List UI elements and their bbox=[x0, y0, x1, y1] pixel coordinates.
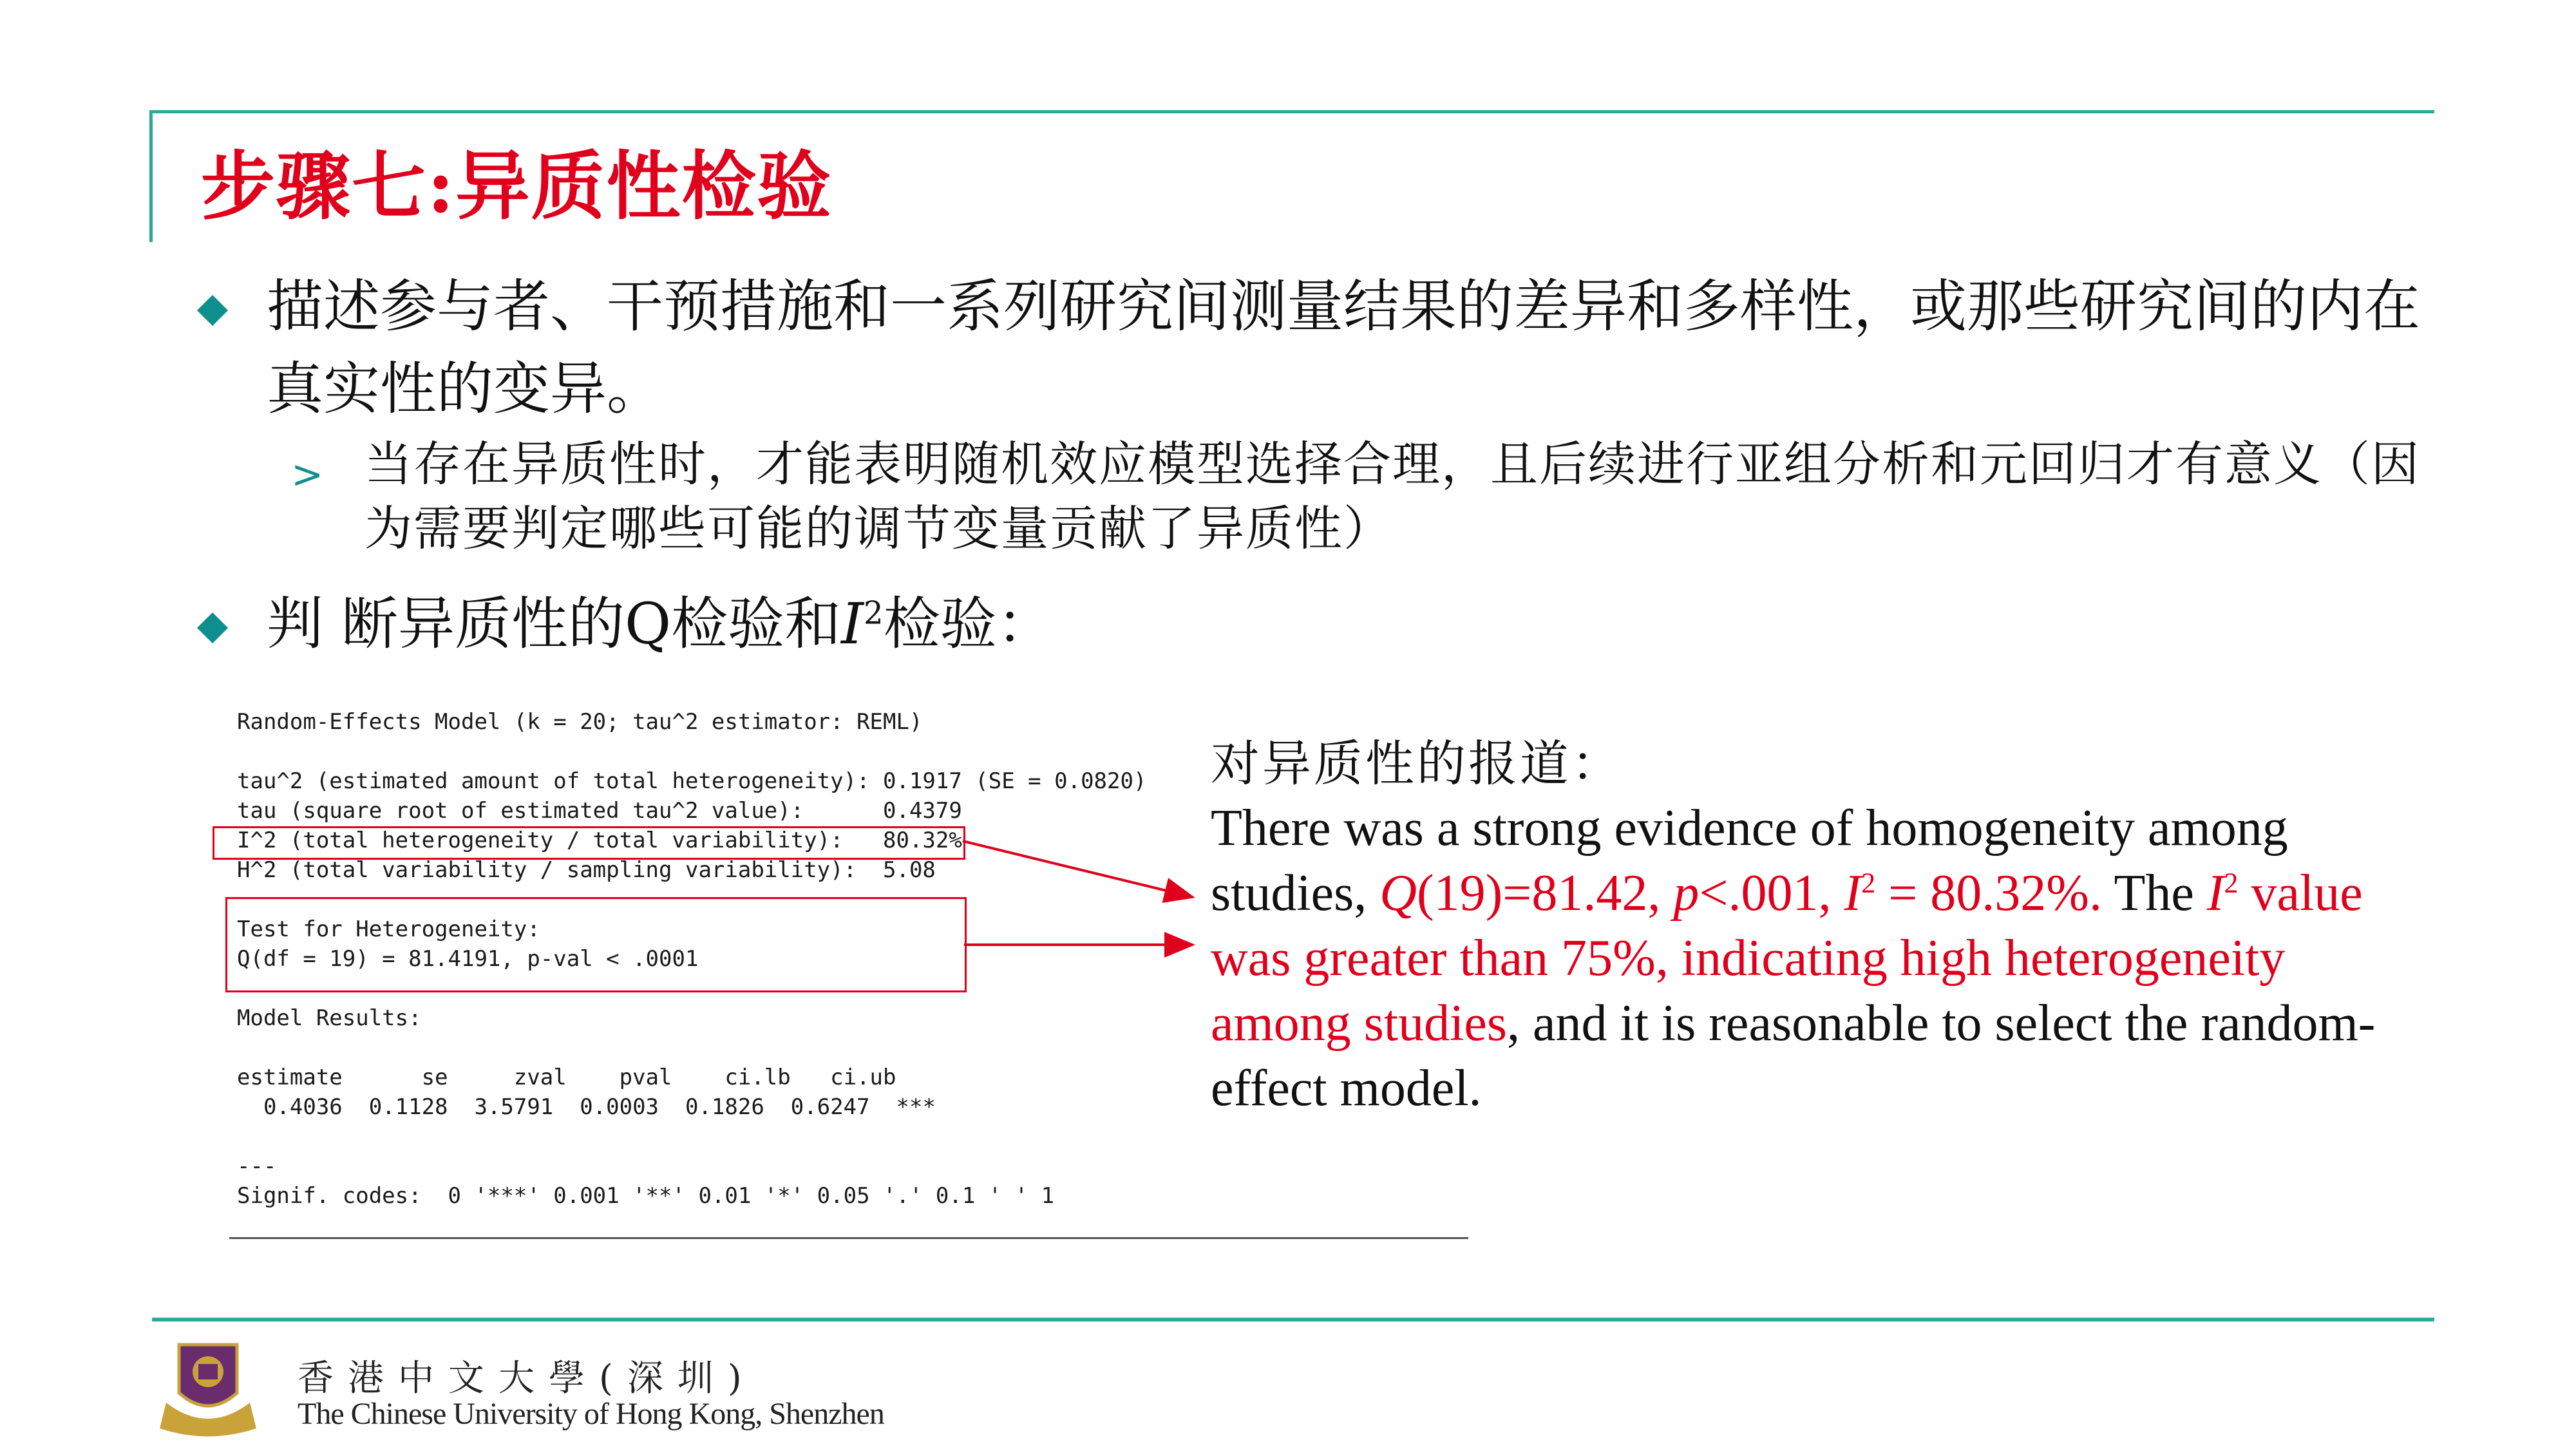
r-output-line: tau^2 (estimated amount of total heterogeneity): 0.1917 (SE = 0.0820) bbox=[237, 768, 1147, 794]
bullet-text-1: 描述参与者、干预措施和一系列研究间测量结果的差异和多样性，或那些研究间的内在真实性的变异。 bbox=[267, 273, 2421, 422]
slide-title: 步骤七:异质性检验 bbox=[201, 143, 833, 230]
r-output-line: tau (square root of estimated tau^2 value): 0.4379 bbox=[237, 798, 962, 824]
bottom-rule bbox=[152, 1318, 2434, 1321]
r-output-line: Signif. codes: 0 '***' 0.001 '**' 0.01 '*' 0.05 '.' 0.1 ' ' 1 bbox=[237, 1183, 1055, 1209]
chevron-right-icon: > bbox=[291, 452, 324, 497]
r-output-line: 0.4036 0.1128 3.5791 0.0003 0.1826 0.6247 *** bbox=[237, 1094, 936, 1120]
heterogeneity-report: 对异质性的报道： There was a strong evidence of homogeneity among studies, Q(19)=81.42, p<.001, $I^2 = 80.32\%$. The $I^2$ value was greater than 75%, indicating high heterogeneity among studies, and it is reasonable to select the random-effect model. bbox=[1211, 731, 2421, 1121]
r-output-line: Model Results: bbox=[237, 1005, 422, 1031]
r-output-line: Test for Heterogeneity: bbox=[237, 916, 540, 942]
r-output-line: H^2 (total variability / sampling variability): 5.08 bbox=[237, 857, 936, 883]
r-output-line: estimate se zval pval ci.lb ci.ub bbox=[237, 1065, 896, 1090]
r-output-line: --- bbox=[237, 1153, 277, 1179]
r-output-line: I^2 (total heterogeneity / total variability): 80.32% bbox=[237, 828, 962, 853]
report-heading: 对异质性的报道： bbox=[1211, 735, 1623, 792]
cuhk-crest-icon bbox=[153, 1332, 263, 1441]
sub-bullet-text: 当存在异质性时，才能表明随机效应模型选择合理，且后续进行亚组分析和元回归才有意义（因为需要判定哪些可能的调节变量贡献了异质性） bbox=[365, 437, 2420, 556]
r-output-line: Random-Effects Model (k = 20; tau^2 estimator: REML) bbox=[237, 709, 923, 735]
arrow-i2 bbox=[963, 841, 1193, 897]
r-output-line: Q(df = 19) = 81.4191, p-val < .0001 bbox=[237, 946, 699, 972]
university-name-cn: 香港中文大學(深圳) bbox=[298, 1358, 756, 1399]
bullet-text-2: 判 断异质性的Q检验和$I^2$检验： bbox=[267, 591, 1054, 657]
university-name-en: The Chinese University of Hong Kong, Shenzhen bbox=[298, 1397, 884, 1431]
